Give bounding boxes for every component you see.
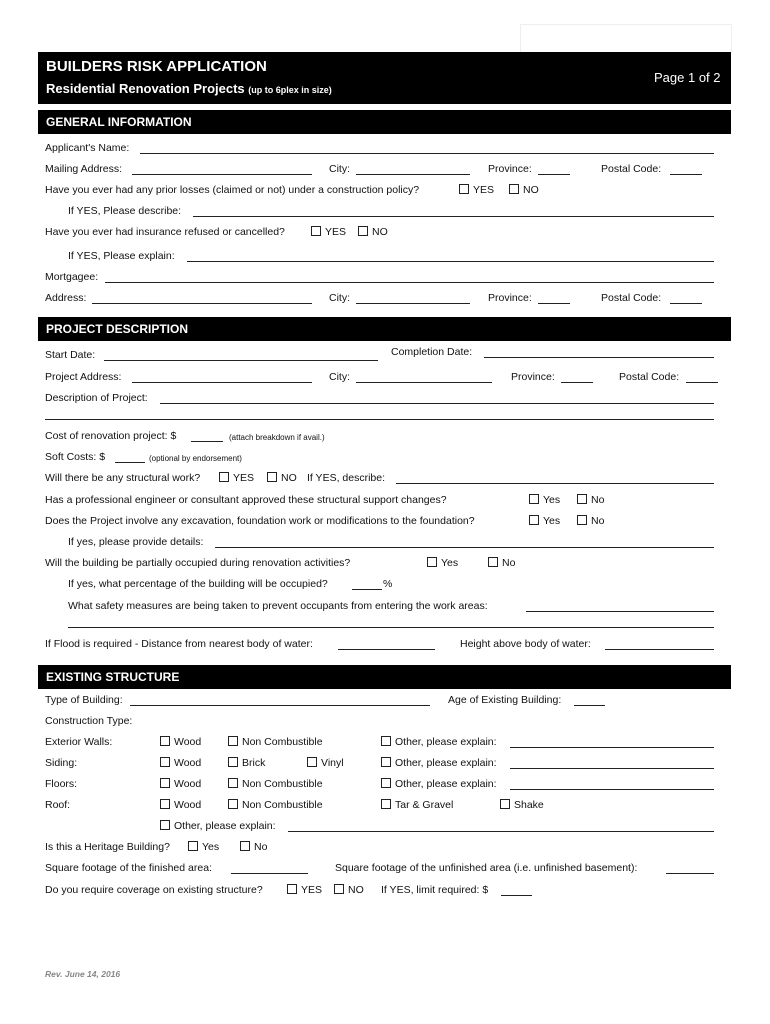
checkbox-icon — [427, 557, 437, 567]
sqft-unfinished-field[interactable] — [666, 873, 714, 874]
heritage-question: Is this a Heritage Building? — [45, 841, 170, 853]
start-date-field[interactable] — [104, 360, 378, 361]
soft-costs-field[interactable] — [115, 462, 145, 463]
option-label: Non Combustible — [242, 778, 323, 790]
mortgagee-postal-field[interactable] — [670, 303, 702, 304]
option-label: NO — [281, 472, 297, 484]
option-label: Other, please explain: — [395, 736, 497, 748]
heritage-yes[interactable] — [188, 841, 219, 853]
excavation-no[interactable] — [577, 515, 604, 527]
checkbox-icon — [188, 841, 198, 851]
revision-date: Rev. June 14, 2016 — [45, 969, 121, 979]
option-label: Other, please explain: — [395, 757, 497, 769]
excavation-details-label: If yes, please provide details: — [68, 536, 204, 548]
checkbox-icon — [160, 757, 170, 767]
age-label: Age of Existing Building: — [448, 694, 562, 706]
option-label: Brick — [242, 757, 266, 769]
flood-distance-field[interactable] — [338, 649, 435, 650]
project-description-label: Description of Project: — [45, 392, 148, 404]
checkbox-icon — [488, 557, 498, 567]
sqft-finished-field[interactable] — [231, 873, 308, 874]
option-label: Wood — [174, 799, 202, 811]
checkbox-icon — [240, 841, 250, 851]
siding-brick-option[interactable] — [228, 757, 265, 769]
existing-structure-heading: EXISTING STRUCTURE — [38, 665, 731, 689]
option-label: Shake — [514, 799, 544, 811]
form-subtitle — [46, 81, 332, 98]
excavation-question: Does the Project involve any excavation, foundation work or modifications to the foundation? — [45, 515, 475, 527]
mortgagee-province-label: Province: — [488, 292, 532, 304]
mailing-address-field[interactable] — [132, 174, 312, 175]
checkbox-icon — [381, 757, 391, 767]
checkbox-icon — [307, 757, 317, 767]
mailing-address-label: Mailing Address: — [45, 163, 123, 175]
roof-wood-option[interactable] — [160, 799, 201, 811]
siding-wood-option[interactable] — [160, 757, 201, 769]
checkbox-icon — [358, 226, 368, 236]
checkbox-icon — [160, 778, 170, 788]
option-label: NO — [348, 884, 364, 896]
type-of-building-field[interactable] — [130, 705, 430, 706]
floors-wood-option[interactable] — [160, 778, 201, 790]
percentage-field[interactable] — [352, 589, 382, 590]
project-province-label: Province: — [511, 371, 555, 383]
insurance-refused-explain-field[interactable] — [187, 261, 714, 262]
option-label: No — [502, 557, 516, 569]
engineer-no[interactable] — [577, 494, 604, 506]
checkbox-icon — [228, 778, 238, 788]
sqft-unfinished-label: Square footage of the unfinished area (i.e. unfinished basement): — [335, 862, 638, 874]
sqft-finished-label: Square footage of the finished area: — [45, 862, 212, 874]
scan-artifact — [520, 24, 732, 53]
roof-label: Roof: — [45, 799, 71, 811]
coverage-yes[interactable] — [287, 884, 322, 896]
form-title: BUILDERS RISK APPLICATION — [46, 58, 267, 75]
option-label: NO — [523, 184, 539, 196]
project-postal-field[interactable] — [686, 382, 718, 383]
project-postal-label: Postal Code: — [619, 371, 680, 383]
prior-losses-no[interactable] — [509, 184, 539, 196]
option-label: Wood — [174, 736, 202, 748]
engineer-yes[interactable] — [529, 494, 560, 506]
option-label: Other, please explain: — [174, 820, 276, 832]
siding-other-field[interactable] — [510, 768, 714, 769]
checkbox-icon — [287, 884, 297, 894]
siding-vinyl-option[interactable] — [307, 757, 344, 769]
checkbox-icon — [529, 494, 539, 504]
checkbox-icon — [577, 494, 587, 504]
structural-work-yes[interactable] — [219, 472, 254, 484]
option-label: YES — [473, 184, 495, 196]
engineer-question: Has a professional engineer or consultant approved these structural support changes? — [45, 494, 447, 506]
mortgagee-province-field[interactable] — [538, 303, 570, 304]
occupied-yes[interactable] — [427, 557, 458, 569]
mortgagee-city-label: City: — [329, 292, 350, 304]
siding-label: Siding: — [45, 757, 78, 769]
project-description-field[interactable] — [160, 403, 714, 404]
postal-code-label: Postal Code: — [601, 163, 662, 175]
structural-work-no[interactable] — [267, 472, 297, 484]
project-description-field-line-2[interactable] — [45, 419, 714, 420]
project-province-field[interactable] — [561, 382, 593, 383]
prior-losses-question: Have you ever had any prior losses (claimed or not) under a construction policy? — [45, 184, 420, 196]
completion-date-label: Completion Date: — [391, 346, 473, 358]
structural-describe-field[interactable] — [396, 483, 714, 484]
completion-date-field[interactable] — [484, 357, 714, 358]
prior-losses-describe-label: If YES, Please describe: — [68, 205, 182, 217]
checkbox-icon — [529, 515, 539, 525]
option-label: Non Combustible — [242, 799, 323, 811]
subtitle-text: Residential Renovation Projects — [46, 81, 245, 96]
cost-label: Cost of renovation project: $ — [45, 430, 177, 442]
exterior-other-option[interactable] — [381, 736, 497, 748]
subtitle-note: (up to 6plex in size) — [248, 85, 332, 95]
safety-question: What safety measures are being taken to prevent occupants from entering the work areas: — [68, 600, 488, 612]
mortgagee-field[interactable] — [105, 282, 714, 283]
type-of-building-label: Type of Building: — [45, 694, 123, 706]
checkbox-icon — [228, 736, 238, 746]
checkbox-icon — [160, 820, 170, 830]
city-label: City: — [329, 163, 350, 175]
flood-height-label: Height above body of water: — [460, 638, 591, 650]
province-label: Province: — [488, 163, 532, 175]
exterior-noncombustible-option[interactable] — [228, 736, 323, 748]
checkbox-icon — [160, 799, 170, 809]
structural-work-question: Will there be any structural work? — [45, 472, 201, 484]
option-label: Wood — [174, 757, 202, 769]
percent-sign: % — [383, 578, 393, 590]
option-label: YES — [301, 884, 323, 896]
option-label: Vinyl — [321, 757, 344, 769]
project-address-label: Project Address: — [45, 371, 122, 383]
floors-other-option[interactable] — [381, 778, 497, 790]
flood-distance-label: If Flood is required - Distance from nearest body of water: — [45, 638, 313, 650]
safety-field-line-2[interactable] — [68, 627, 714, 628]
option-label: Yes — [543, 515, 561, 527]
option-label: Wood — [174, 778, 202, 790]
project-address-field[interactable] — [132, 382, 312, 383]
checkbox-icon — [500, 799, 510, 809]
mortgagee-city-field[interactable] — [356, 303, 470, 304]
province-field[interactable] — [538, 174, 570, 175]
checkbox-icon — [459, 184, 469, 194]
percentage-question: If yes, what percentage of the building will be occupied? — [68, 578, 328, 590]
checkbox-icon — [334, 884, 344, 894]
roof-other-option[interactable] — [160, 820, 276, 832]
exterior-other-field[interactable] — [510, 747, 714, 748]
roof-shake-option[interactable] — [500, 799, 544, 811]
checkbox-icon — [228, 757, 238, 767]
coverage-question: Do you require coverage on existing structure? — [45, 884, 263, 896]
floors-label: Floors: — [45, 778, 78, 790]
checkbox-icon — [160, 736, 170, 746]
project-city-label: City: — [329, 371, 350, 383]
excavation-details-field[interactable] — [215, 547, 714, 548]
form-header — [38, 52, 731, 104]
mortgagee-label: Mortgagee: — [45, 271, 99, 283]
option-label: Yes — [441, 557, 459, 569]
checkbox-icon — [381, 799, 391, 809]
cost-note: (attach breakdown if avail.) — [229, 433, 325, 442]
floors-noncombustible-option[interactable] — [228, 778, 323, 790]
occupied-no[interactable] — [488, 557, 515, 569]
option-label: Yes — [202, 841, 220, 853]
project-city-field[interactable] — [356, 382, 492, 383]
option-label: Tar & Gravel — [395, 799, 454, 811]
applicant-name-label: Applicant's Name: — [45, 142, 130, 154]
option-label: Yes — [543, 494, 561, 506]
checkbox-icon — [267, 472, 277, 482]
project-description-heading: PROJECT DESCRIPTION — [38, 317, 731, 341]
mortgagee-address-field[interactable] — [92, 303, 312, 304]
option-label: NO — [372, 226, 388, 238]
insurance-refused-no[interactable] — [358, 226, 388, 238]
prior-losses-describe-field[interactable] — [193, 216, 714, 217]
general-information-heading: GENERAL INFORMATION — [38, 110, 731, 134]
option-label: YES — [325, 226, 347, 238]
option-label: No — [254, 841, 268, 853]
checkbox-icon — [228, 799, 238, 809]
option-label: No — [591, 494, 605, 506]
prior-losses-yes[interactable] — [459, 184, 494, 196]
roof-noncombustible-option[interactable] — [228, 799, 323, 811]
checkbox-icon — [381, 778, 391, 788]
roof-tar-gravel-option[interactable] — [381, 799, 453, 811]
start-date-label: Start Date: — [45, 349, 96, 361]
checkbox-icon — [219, 472, 229, 482]
applicant-name-field[interactable] — [140, 153, 714, 154]
checkbox-icon — [509, 184, 519, 194]
page-number: Page 1 of 2 — [654, 70, 721, 85]
soft-costs-label: Soft Costs: $ — [45, 451, 106, 463]
option-label: Other, please explain: — [395, 778, 497, 790]
limit-required-label: If YES, limit required: $ — [381, 884, 489, 896]
coverage-no[interactable] — [334, 884, 364, 896]
mortgagee-postal-label: Postal Code: — [601, 292, 662, 304]
roof-other-field[interactable] — [288, 831, 714, 832]
city-field[interactable] — [356, 174, 470, 175]
age-field[interactable] — [574, 705, 605, 706]
siding-other-option[interactable] — [381, 757, 497, 769]
safety-field[interactable] — [526, 611, 714, 612]
exterior-wood-option[interactable] — [160, 736, 201, 748]
structural-describe-label: If YES, describe: — [307, 472, 386, 484]
insurance-refused-explain-label: If YES, Please explain: — [68, 250, 175, 262]
option-label: YES — [233, 472, 255, 484]
mortgagee-address-label: Address: — [45, 292, 87, 304]
excavation-yes[interactable] — [529, 515, 560, 527]
floors-other-field[interactable] — [510, 789, 714, 790]
exterior-walls-label: Exterior Walls: — [45, 736, 113, 748]
occupied-question: Will the building be partially occupied during renovation activities? — [45, 557, 351, 569]
flood-height-field[interactable] — [605, 649, 714, 650]
insurance-refused-yes[interactable] — [311, 226, 346, 238]
checkbox-icon — [577, 515, 587, 525]
heritage-no[interactable] — [240, 841, 267, 853]
cost-field[interactable] — [191, 441, 223, 442]
soft-costs-note: (optional by endorsement) — [149, 454, 242, 463]
postal-code-field[interactable] — [670, 174, 702, 175]
option-label: No — [591, 515, 605, 527]
checkbox-icon — [311, 226, 321, 236]
checkbox-icon — [381, 736, 391, 746]
limit-required-field[interactable] — [501, 895, 532, 896]
insurance-refused-question: Have you ever had insurance refused or cancelled? — [45, 226, 285, 238]
construction-type-label: Construction Type: — [45, 715, 133, 727]
option-label: Non Combustible — [242, 736, 323, 748]
